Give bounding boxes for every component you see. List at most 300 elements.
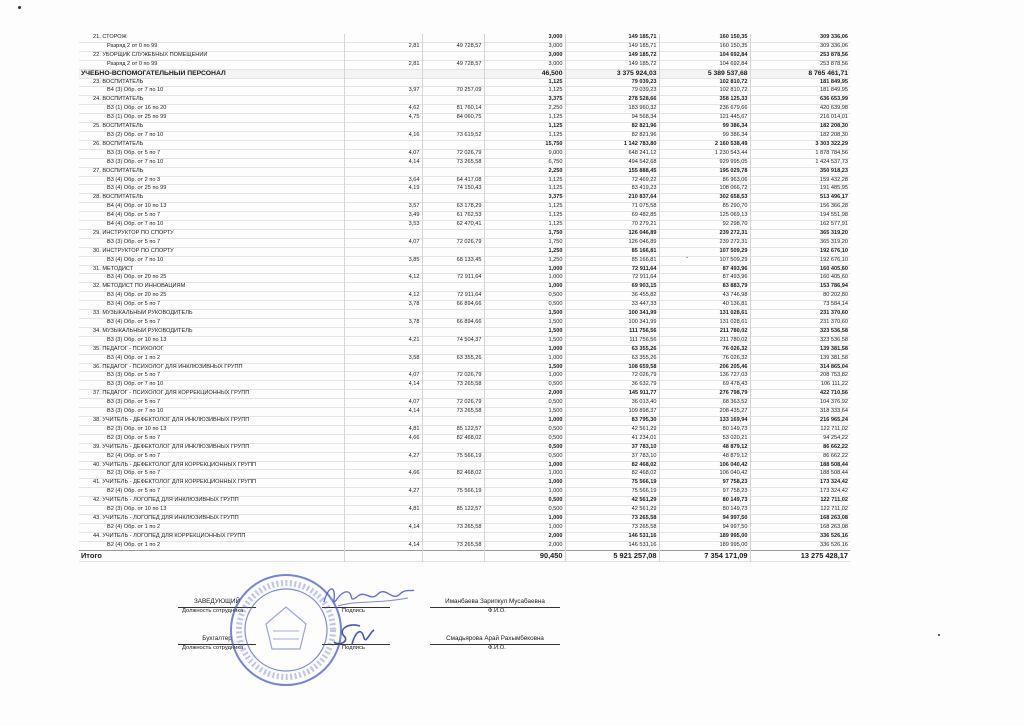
cell-stav: 1,125 (484, 176, 565, 185)
cell-fund1: 42 561,29 (565, 506, 659, 515)
position-row (79, 229, 850, 238)
cell-fund1: 146 531,16 (565, 532, 659, 541)
cell-total: 323 536,58 (750, 327, 850, 336)
cell-fund2: 87 493,96 (659, 265, 750, 274)
cell-name: В3 (4) Обр. от 1 по 2 (107, 354, 161, 361)
cell-coef: 4,14 (344, 541, 422, 550)
cell-name: В4 (3) Обр. от 7 по 10 (107, 87, 164, 94)
cell-coef (344, 479, 422, 488)
cell-fund1: 85 166,81 (565, 247, 659, 256)
cell-fund1: 183 960,32 (565, 105, 659, 114)
cell-coef: 4,07 (344, 399, 422, 408)
cell-total: 309 336,06 (750, 34, 850, 42)
position-row (79, 443, 850, 452)
cell-salary (422, 327, 484, 336)
cell-salary: 63 355,26 (422, 354, 484, 363)
cell-fund2: 195 029,78 (659, 167, 750, 176)
cell-coef: 4,14 (344, 523, 422, 532)
cell-fund2: 121 445,67 (659, 114, 750, 123)
cell-stav: 9,000 (484, 149, 565, 158)
cell-total: 350 918,23 (750, 167, 850, 176)
cell-total: 513 496,17 (750, 194, 850, 203)
position-row (79, 265, 850, 274)
cell-name: В4 (4) Обр. от 5 по 7 (107, 212, 161, 219)
cell-fund2: 48 879,12 (659, 443, 750, 452)
cell-salary: 81 760,14 (422, 105, 484, 114)
cell-total: 192 676,10 (750, 256, 850, 265)
cell-fund1: 75 566,19 (565, 488, 659, 497)
cell-name: 26. ВОСПИТАТЕЛЬ (93, 140, 144, 147)
cell-name: В4 (4) Обр. от 7 по 10 (107, 221, 164, 228)
cell-salary: 73 265,58 (422, 523, 484, 532)
cell-salary (422, 310, 484, 319)
cell-fund2: 48 879,12 (659, 452, 750, 461)
cell-salary (422, 283, 484, 292)
cell-salary: 75 566,19 (422, 488, 484, 497)
cell-stav: 1,750 (484, 229, 565, 238)
head-fio-caption: Ф.И.О. (488, 608, 506, 614)
cell-fund2: 131 028,61 (659, 319, 750, 328)
cell-fund1: 145 911,77 (565, 390, 659, 399)
cell-total: 160 405,60 (750, 265, 850, 274)
grade-row (79, 541, 850, 550)
cell-salary (422, 69, 484, 78)
cell-fund1: 494 542,68 (565, 158, 659, 167)
cell-name: 28. ВОСПИТАТЕЛЬ (93, 194, 144, 201)
grade-row (79, 176, 850, 185)
cell-total: 253 878,56 (750, 51, 850, 60)
cell-stav: 1,000 (484, 488, 565, 497)
grade-row (79, 149, 850, 158)
cell-stav: 2,000 (484, 541, 565, 550)
position-row (79, 51, 850, 60)
cell-salary: 72 026,79 (422, 238, 484, 247)
cell-total: 336 526,16 (750, 541, 850, 550)
cell-total: 188 508,44 (750, 470, 850, 479)
cell-stav: 2,250 (484, 105, 565, 114)
signature-block (0, 590, 1024, 726)
cell-salary: 73 265,58 (422, 541, 484, 550)
accountant-sign-caption: Подпись (342, 645, 365, 651)
cell-salary (422, 78, 484, 87)
cell-total: 182 208,30 (750, 131, 850, 140)
cell-name: В2 (4) Обр. от 5 по 7 (107, 488, 161, 495)
cell-salary: 72 026,79 (422, 149, 484, 158)
cell-fund2: 211 780,02 (659, 327, 750, 336)
cell-stav: 1,125 (484, 203, 565, 212)
cell-name: 43. УЧИТЕЛЬ - ЛОГОПЕД ДЛЯ ИНКЛЮЗИВНЫХ ГРУПП (93, 514, 239, 521)
cell-fund2: 102 810,72 (659, 87, 750, 96)
cell-fund2: 5 389 537,68 (659, 69, 750, 78)
cell-fund2: 358 125,33 (659, 96, 750, 105)
grade-row (79, 131, 850, 140)
cell-stav: 1,500 (484, 408, 565, 417)
cell-stav: 2,000 (484, 532, 565, 541)
position-row (79, 416, 850, 425)
cell-salary (422, 390, 484, 399)
grade-row (79, 301, 850, 310)
cell-name: 25. ВОСПИТАТЕЛЬ (93, 123, 144, 130)
cell-coef: 4,12 (344, 274, 422, 283)
cell-salary: 62 470,41 (422, 221, 484, 230)
cell-name: В2 (4) Обр. от 1 по 2 (107, 541, 161, 548)
cell-total: 122 711,02 (750, 497, 850, 506)
position-row (79, 363, 850, 372)
cell-fund2: 160 150,35 (659, 34, 750, 42)
cell-salary: 49 728,57 (422, 42, 484, 51)
cell-stav: 2,250 (484, 167, 565, 176)
cell-name: В3 (4) Обр. от 2 по 3 (107, 176, 161, 183)
cell-coef (344, 194, 422, 203)
cell-name: 39. УЧИТЕЛЬ - ДЕФЕКТОЛОГ ДЛЯ ИНКЛЮЗИВНЫХ ГРУПП (93, 443, 250, 450)
cell-coef: 3,57 (344, 203, 422, 212)
cell-stav: 1,000 (484, 372, 565, 381)
cell-stav: 0,500 (484, 292, 565, 301)
cell-name: 41. УЧИТЕЛЬ - ДЕФЕКТОЛОГ ДЛЯ КОРРЕКЦИОННЫХ ГРУПП (93, 479, 257, 486)
cell-coef: 4,27 (344, 452, 422, 461)
cell-stav: 1,000 (484, 523, 565, 532)
cell-stav: 3,375 (484, 96, 565, 105)
cell-fund1: 72 469,22 (565, 176, 659, 185)
cell-stav: 1,125 (484, 212, 565, 221)
cell-coef (344, 96, 422, 105)
cell-coef (344, 283, 422, 292)
cell-total: 181 849,95 (750, 78, 850, 87)
cell-total: 162 577,91 (750, 221, 850, 230)
cell-name: Разряд 2 от 0 по 99 (107, 60, 158, 67)
cell-name: 36. ПЕДАГОГ - ПСИХОЛОГ ДЛЯ ИНКЛЮЗИВНЫХ ГРУПП (93, 363, 243, 370)
cell-coef: 4,66 (344, 434, 422, 443)
cell-stav: 46,500 (484, 69, 565, 78)
cell-total: 173 324,42 (750, 488, 850, 497)
cell-fund1: 75 566,19 (565, 479, 659, 488)
cell-fund2: 53 020,21 (659, 434, 750, 443)
cell-salary (422, 194, 484, 203)
cell-total: 106 111,22 (750, 381, 850, 390)
cell-fund2: 239 272,31 (659, 238, 750, 247)
cell-fund1: 126 046,89 (565, 238, 659, 247)
cell-fund1: 108 659,58 (565, 363, 659, 372)
cell-salary: 72 026,79 (422, 399, 484, 408)
cell-stav: 0,500 (484, 301, 565, 310)
cell-salary: 70 257,09 (422, 87, 484, 96)
cell-fund1: 33 447,33 (565, 301, 659, 310)
cell-total: 231 370,60 (750, 319, 850, 328)
cell-name: В3 (4) Обр. от 5 по 7 (107, 301, 161, 308)
total-sum: 13 275 428,17 (750, 550, 850, 561)
cell-stav: 1,000 (484, 514, 565, 523)
cell-fund1: 71 075,58 (565, 203, 659, 212)
cell-name: В2 (3) Обр. от 10 по 13 (107, 425, 167, 432)
cell-stav: 3,000 (484, 51, 565, 60)
cell-name: 31. МЕТОДИСТ (93, 265, 134, 272)
cell-salary: 72 026,79 (422, 372, 484, 381)
position-row (79, 310, 850, 319)
cell-name: 40. УЧИТЕЛЬ - ДЕФЕКТОЛОГ ДЛЯ КОРРЕКЦИОННЫХ ГРУПП (93, 461, 257, 468)
cell-name: 24. ВОСПИТАТЕЛЬ (93, 96, 144, 103)
cell-fund1: 82 468,02 (565, 470, 659, 479)
cell-fund2: 206 205,46 (659, 363, 750, 372)
cell-fund1: 149 185,71 (565, 42, 659, 51)
cell-fund1: 83 795,30 (565, 416, 659, 425)
cell-stav: 0,500 (484, 506, 565, 515)
grade-row (79, 60, 850, 69)
cell-stav: 0,500 (484, 381, 565, 390)
cell-stav: 1,250 (484, 247, 565, 256)
cell-coef: 3,49 (344, 212, 422, 221)
cell-fund2: 302 658,53 (659, 194, 750, 203)
cell-fund2: 104 692,84 (659, 60, 750, 69)
cell-name: В3 (3) Обр. от 7 по 10 (107, 158, 164, 165)
cell-stav: 0,500 (484, 452, 565, 461)
cell-stav: 1,000 (484, 345, 565, 354)
cell-fund2: 83 883,79 (659, 283, 750, 292)
grade-row (79, 372, 850, 381)
cell-total: 323 536,58 (750, 336, 850, 345)
cell-total: 153 786,94 (750, 283, 850, 292)
cell-total: 86 662,22 (750, 443, 850, 452)
cell-coef (344, 327, 422, 336)
cell-total: 309 336,06 (750, 42, 850, 51)
cell-fund2: 2 160 538,49 (659, 140, 750, 149)
cell-fund1: 82 821,96 (565, 131, 659, 140)
grade-row (79, 256, 850, 265)
cell-salary (422, 416, 484, 425)
cell-name: 33. МУЗЫКАЛЬНЫЙ РУКОВОДИТЕЛЬ (93, 310, 193, 317)
cell-name: В3 (3) Обр. от 7 по 10 (107, 381, 164, 388)
cell-total: 182 208,30 (750, 123, 850, 132)
cell-stav: 1,000 (484, 479, 565, 488)
cell-stav: 0,500 (484, 425, 565, 434)
cell-fund2: 160 150,35 (659, 42, 750, 51)
cell-salary (422, 229, 484, 238)
cell-total: 216 965,24 (750, 416, 850, 425)
cell-fund2: 125 069,13 (659, 212, 750, 221)
accountant-fio-caption: Ф.И.О. (488, 645, 506, 651)
cell-stav: 3,000 (484, 42, 565, 51)
cell-fund2: 97 758,23 (659, 479, 750, 488)
cell-stav: 1,125 (484, 221, 565, 230)
cell-fund2: 236 679,66 (659, 105, 750, 114)
position-row (79, 345, 850, 354)
cell-fund2: 106 040,42 (659, 461, 750, 470)
grade-row (79, 203, 850, 212)
cell-total: 192 676,10 (750, 247, 850, 256)
grade-row (79, 523, 850, 532)
total-coef-cell (344, 550, 422, 561)
cell-fund2: 211 780,02 (659, 336, 750, 345)
cell-salary (422, 140, 484, 149)
cell-fund2: 929 995,05 (659, 158, 750, 167)
cell-coef (344, 247, 422, 256)
cell-fund1: 210 837,64 (565, 194, 659, 203)
cell-coef (344, 265, 422, 274)
cell-name: В2 (3) Обр. от 5 по 7 (107, 434, 161, 441)
cell-fund1: 83 419,23 (565, 185, 659, 194)
cell-stav: 1,500 (484, 319, 565, 328)
cell-fund2: 69 478,43 (659, 381, 750, 390)
cell-fund2: 40 136,81 (659, 301, 750, 310)
position-row (79, 167, 850, 176)
cell-salary: 68 133,45 (422, 256, 484, 265)
cell-total: 104 376,92 (750, 399, 850, 408)
cell-stav: 3,000 (484, 34, 565, 42)
grade-row (79, 274, 850, 283)
grade-row (79, 336, 850, 345)
cell-fund1: 1 142 783,80 (565, 140, 659, 149)
grade-row (79, 452, 850, 461)
cell-stav: 2,000 (484, 390, 565, 399)
cell-total: 314 865,04 (750, 363, 850, 372)
cell-salary (422, 34, 484, 42)
cell-fund1: 126 046,89 (565, 229, 659, 238)
cell-name: В3 (4) Обр. от 25 по 99 (107, 185, 167, 192)
grade-row (79, 158, 850, 167)
position-row (79, 140, 850, 149)
cell-name: 21. СТОРОЖ (93, 34, 127, 40)
cell-stav: 1,000 (484, 470, 565, 479)
position-row (79, 123, 850, 132)
cell-salary: 74 504,37 (422, 336, 484, 345)
cell-coef (344, 78, 422, 87)
cell-salary (422, 514, 484, 523)
cell-coef (344, 390, 422, 399)
cell-total: 139 381,58 (750, 354, 850, 363)
cell-coef: 4,66 (344, 470, 422, 479)
grade-row (79, 292, 850, 301)
cell-salary: 72 911,64 (422, 274, 484, 283)
cell-coef: 3,64 (344, 176, 422, 185)
cell-salary (422, 96, 484, 105)
position-row (79, 461, 850, 470)
cell-name: В3 (4) Обр. от 7 по 10 (107, 256, 164, 263)
cell-total: 1 424 537,73 (750, 158, 850, 167)
cell-fund2: 97 758,23 (659, 488, 750, 497)
cell-total: 231 370,60 (750, 310, 850, 319)
cell-coef: 4,19 (344, 185, 422, 194)
cell-name: В3 (1) Обр. от 16 по 20 (107, 105, 167, 112)
cell-name: 27. ВОСПИТАТЕЛЬ (93, 167, 144, 174)
head-sign-caption: Подпись (342, 608, 365, 614)
grade-row (79, 381, 850, 390)
cell-stav: 1,000 (484, 416, 565, 425)
cell-coef: 3,85 (344, 256, 422, 265)
cell-total: 181 849,95 (750, 87, 850, 96)
cell-name: В3 (3) Обр. от 5 по 7 (107, 372, 161, 379)
cell-fund2: 80 149,73 (659, 425, 750, 434)
position-row (79, 532, 850, 541)
cell-fund2: 99 386,34 (659, 123, 750, 132)
cell-fund1: 69 903,15 (565, 283, 659, 292)
cell-total: 420 639,98 (750, 105, 850, 114)
position-row (79, 194, 850, 203)
cell-coef (344, 345, 422, 354)
cell-coef (344, 310, 422, 319)
cell-coef (344, 69, 422, 78)
cell-fund1: 82 821,96 (565, 123, 659, 132)
cell-fund2: 94 997,50 (659, 514, 750, 523)
cell-fund2: 107 509,29 (659, 247, 750, 256)
grade-row (79, 114, 850, 123)
cell-coef: 2,81 (344, 42, 422, 51)
position-row (79, 283, 850, 292)
cell-total: 168 263,08 (750, 523, 850, 532)
cell-salary: 73 265,58 (422, 408, 484, 417)
cell-total: 73 584,14 (750, 301, 850, 310)
cell-fund1: 63 355,26 (565, 354, 659, 363)
cell-total: 173 324,42 (750, 479, 850, 488)
cell-fund1: 36 013,40 (565, 399, 659, 408)
accountant-name: Смадьярова Арай Рахымбековна (430, 635, 560, 645)
cell-coef (344, 167, 422, 176)
cell-stav: 1,500 (484, 336, 565, 345)
cell-name: УЧЕБНО-ВСПОМОГАТЕЛЬНЫЙ ПЕРСОНАЛ (81, 69, 226, 77)
cell-coef: 4,75 (344, 114, 422, 123)
cell-fund1: 111 756,56 (565, 327, 659, 336)
cell-total: 318 333,64 (750, 408, 850, 417)
cell-fund2: 94 997,50 (659, 523, 750, 532)
cell-fund1: 146 531,16 (565, 541, 659, 550)
cell-total: 636 653,99 (750, 96, 850, 105)
position-row (79, 327, 850, 336)
cell-stav: 3,000 (484, 60, 565, 69)
cell-stav: 1,125 (484, 114, 565, 123)
cell-salary: 72 911,64 (422, 292, 484, 301)
cell-name: 35. ПЕДАГОГ - ПСИХОЛОГ (93, 345, 164, 352)
position-row (79, 96, 850, 105)
cell-total: 3 303 322,29 (750, 140, 850, 149)
grade-row (79, 506, 850, 515)
cell-name: В2 (3) Обр. от 10 по 13 (107, 506, 167, 513)
position-row (79, 78, 850, 87)
cell-fund2: 43 746,98 (659, 292, 750, 301)
cell-salary: 73 265,58 (422, 158, 484, 167)
cell-total: 8 765 461,71 (750, 69, 850, 78)
grade-row (79, 238, 850, 247)
cell-stav: 1,000 (484, 461, 565, 470)
cell-total: 156 366,28 (750, 203, 850, 212)
cell-fund2: 92 298,70 (659, 221, 750, 230)
cell-fund2: 85 290,70 (659, 203, 750, 212)
cell-coef (344, 514, 422, 523)
cell-fund2: 86 963,06 (659, 176, 750, 185)
cell-coef: 4,27 (344, 488, 422, 497)
cell-name: В3 (4) Обр. от 20 по 25 (107, 274, 167, 281)
grade-row (79, 425, 850, 434)
total-stav: 90,450 (484, 550, 565, 561)
cell-salary (422, 247, 484, 256)
cell-fund1: 37 783,10 (565, 452, 659, 461)
grade-row (79, 87, 850, 96)
cell-total: 122 711,02 (750, 506, 850, 515)
position-row (79, 34, 850, 42)
head-signature (318, 580, 418, 612)
cell-name: 22. УБОРЩИК СЛУЖЕБНЫХ ПОМЕЩЕНИЙ (93, 51, 208, 58)
cell-fund2: 208 435,27 (659, 408, 750, 417)
cell-coef: 4,62 (344, 105, 422, 114)
cell-stav: 1,250 (484, 256, 565, 265)
cell-coef: 4,81 (344, 425, 422, 434)
cell-name: В3 (4) Обр. от 20 по 25 (107, 292, 167, 299)
cell-fund1: 79 039,23 (565, 87, 659, 96)
cell-fund1: 85 166,81 (565, 256, 659, 265)
cell-fund2: 136 727,03 (659, 372, 750, 381)
cell-total: 94 254,22 (750, 434, 850, 443)
cell-name: 29. ИНСТРУКТОР ПО СПОРТУ (93, 229, 174, 236)
cell-fund2: 80 149,73 (659, 497, 750, 506)
cell-fund1: 109 898,37 (565, 408, 659, 417)
cell-fund1: 72 911,64 (565, 265, 659, 274)
